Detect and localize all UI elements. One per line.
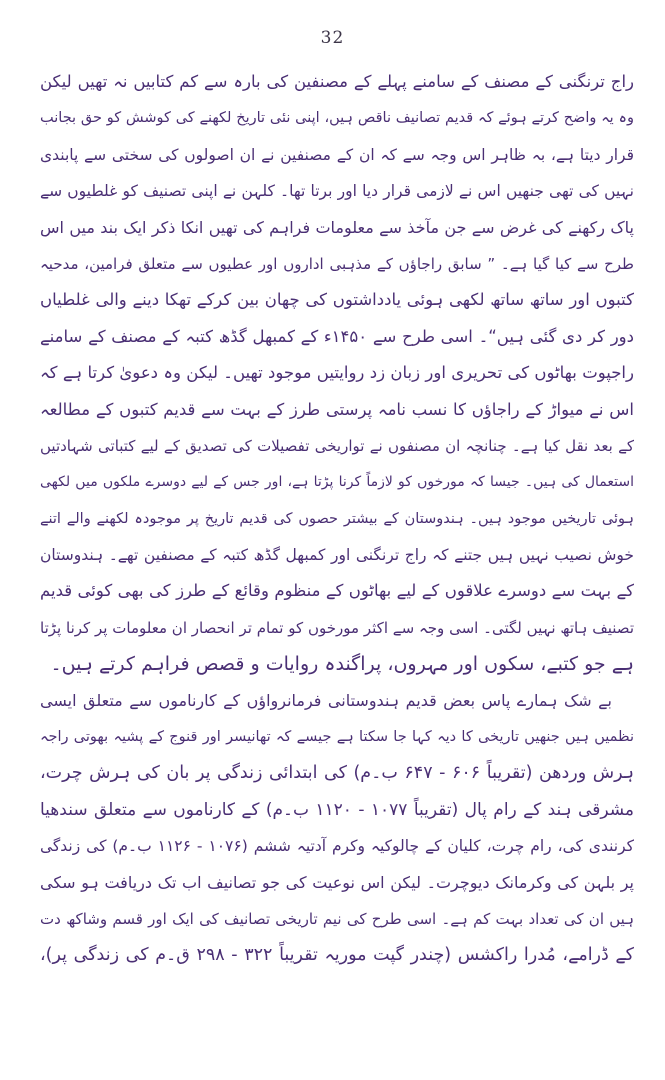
- text-line: استعمال کی ہیں۔ جیسا کہ مورخوں کو لازماً کرنا پڑتا ہے، اور جس کے لیے دوسرے ملکوں میں لکھی: [40, 474, 634, 491]
- text-line: وہ یہ واضح کرتے ہوئے کہ قدیم تصانیف ناقص ہیں، اپنی نئی تاریخ لکھنے کی کوشش کو حق بجانب: [40, 110, 634, 127]
- text-line: کے بہت سے دوسرے علاقوں کے لیے بھاٹوں کے منظوم وقائع کے طرز کی بھی کوئی قدیم: [40, 581, 634, 601]
- text-line: خوش نصیب نہیں ہیں جتنے کہ راج ترنگنی اور کمبھل گڈھ کتبہ کے مصنفین تھے۔ ہندوستان: [40, 546, 634, 565]
- text-line-paragraph-start: بے شک ہمارے پاس بعض قدیم ہندوستانی فرمانرواؤں کے کارناموں سے متعلق ایسی: [40, 690, 612, 710]
- text-line: ہرش وردھن (تقریباً ۶۰۶ - ۶۴۷ ب۔م) کی ابتدائی زندگی پر بان کی ہرش چرت،: [40, 763, 634, 784]
- text-line: ہوئی تاریخیں موجود ہیں۔ ہندوستان کے بیشتر حصوں کی قدیم تاریخ پر موجودہ لکھنے والے اتنے: [40, 510, 634, 527]
- text-line: ہیں ان کی تعداد بہت کم ہے۔ اسی طرح کی نیم تاریخی تصانیف کی ایک اور قسم وشاکھ دت: [40, 909, 634, 928]
- text-line: پر بلہن کی وکرمانک دیوچرت۔ لیکن اس نوعیت کی جو تصانیف اب تک دریافت ہو سکی: [40, 872, 634, 892]
- text-line: نہیں کی تھی جنھیں اس نے لازمی قرار دیا اور برتا تھا۔ کلہن نے اپنی تصنیف کو غلطیوں سے: [40, 182, 634, 201]
- body-text: [40, 64, 634, 974]
- page-number: 32: [320, 28, 345, 48]
- text-line-paragraph-end: ہے جو کتبے، سکوں اور مہروں، پراگندہ روایات و قصص فراہم کرتے ہیں۔: [50, 653, 634, 676]
- text-line: نظمیں ہیں جنھیں تاریخی کا دیہ کہا جا سکتا ہے جیسے کہ تھانیسر اور قنوج کے پشیہ بھوتی راجہ: [40, 729, 634, 746]
- text-line: طرح سے کیا گیا ہے۔ ” سابق راجاؤں کے مذہبی اداروں اور عطیوں سے متعلق فرامین، مدحیہ: [40, 254, 634, 273]
- text-line: راج ترنگنی کے مصنف کے سامنے پہلے کے مصنفین کی بارہ سے کم کتابیں نہ تھیں لیکن: [40, 72, 634, 91]
- text-line: کے بعد نقل کیا ہے۔ چنانچہ ان مصنفوں نے تواریخی تفصیلات کی تصدیق کے لیے کتباتی شہادتیں: [40, 436, 634, 455]
- text-line: تصنیف ہاتھ نہیں لگتی۔ اسی وجہ سے اکثر مورخوں کو تمام تر انحصار ان معلومات پر کرنا پڑتا: [40, 618, 634, 637]
- text-line: کے ڈرامے، مُدرا راکشس (چندر گپت موریہ تقریباً ۳۲۲ - ۲۹۸ ق۔م کی زندگی پر)،: [40, 945, 634, 966]
- text-line: راجپوت بھاٹوں کی تحریری اور زبان زد روایتیں موجود تھیں۔ لیکن وہ دعویٰ کرتا ہے کہ: [40, 363, 634, 383]
- text-line: دور کر دی گئی ہیں“۔ اسی طرح سے ۱۴۵۰ء کے کمبھل گڈھ کتبہ کے مصنف کے سامنے: [40, 326, 634, 346]
- text-line: قرار دیتا ہے، بہ ظاہر اس وجہ سے کہ ان کے مصنفین نے ان اصولوں کی سختی سے پابندی: [40, 145, 634, 164]
- text-line: پاک رکھنے کی غرض سے جن مآخذ سے معلومات فراہم کی تھیں انکا ذکر ایک بند میں اس: [40, 217, 634, 237]
- text-line: اس نے میواڑ کے راجاؤں کا نسب نامہ پرستی طرز کے بہت سے قدیم کتبوں کے مطالعہ: [40, 399, 634, 419]
- text-line: کرنندی کی، رام چرت، کلیان کے چالوکیہ وکرم آدتیہ ششم (۱۰۷۶ - ۱۱۲۶ ب۔م) کی زندگی: [40, 837, 634, 856]
- text-line: کتبوں اور ساتھ ساتھ لکھی ہوئی یادداشتوں کی چھان بین کرکے تھکا دینے والی غلطیاں: [40, 290, 634, 310]
- text-line: مشرقی ہند کے رام پال (تقریباً ۱۰۷۷ - ۱۱۲۰ ب۔م) کے کارناموں سے متعلق سندھیا: [40, 799, 634, 820]
